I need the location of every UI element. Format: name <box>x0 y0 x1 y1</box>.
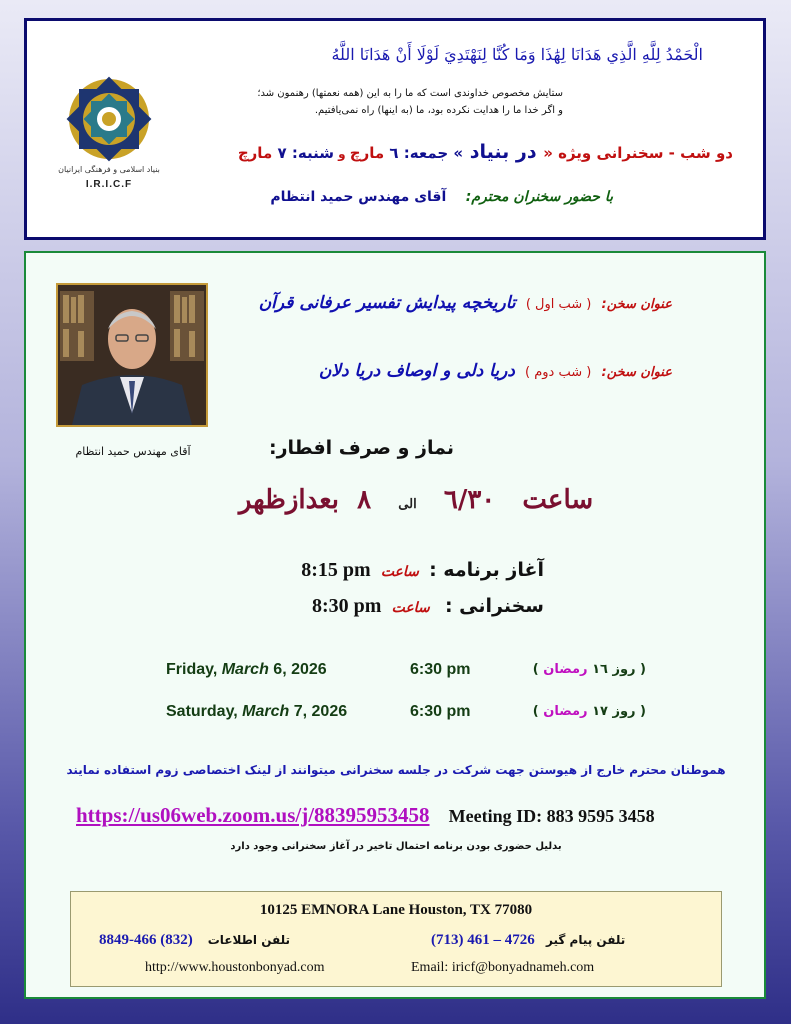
date-fa-open: ( روز ١٦ <box>587 662 646 677</box>
date-row-saturday <box>166 703 666 727</box>
speaker-line <box>93 189 613 205</box>
info-phone-row <box>99 932 290 949</box>
iftar-start: ٦/٣٠ <box>443 485 496 515</box>
meeting-id-label: Meeting ID <box>448 806 537 826</box>
headline-and: و <box>333 147 350 161</box>
iftar-time-word: ساعت <box>522 485 594 515</box>
verse-translation-line2: و اگر خدا ما را هدایت نکرده بود، ما (به اینها) راه نمی‌یافتیم. <box>314 105 563 116</box>
headline-march1: مارچ <box>349 144 385 162</box>
program-speech-row <box>204 595 544 618</box>
speaker-photo <box>56 283 208 427</box>
event-details-box <box>24 251 766 999</box>
delay-note: بدلیل حضوری بودن برنامه احتمال تاخیر در آغاز سخنرانی وجود دارد <box>230 841 562 852</box>
topic-label: عنوان سخن: <box>601 365 672 380</box>
speaker-label: با حضور سخنران محترم: <box>465 189 613 205</box>
verse-translation-line1: ستایش مخصوص خداوندی است که ما را به این (همه نعمتها) رهنمون شد؛ <box>257 88 563 99</box>
meeting-id-value: : 883 9595 3458 <box>536 806 655 826</box>
zoom-link[interactable]: https://us06web.zoom.us/j/88395953458 <box>76 803 430 827</box>
date-fa-open: ( روز ١٧ <box>587 704 646 719</box>
headline-saturday: شنبه: ٧ <box>272 144 334 162</box>
date-row-friday <box>166 661 666 685</box>
message-phone-row <box>431 932 625 949</box>
message-phone: (713) 461 – 4726 <box>431 932 535 948</box>
iftar-suffix: بعدازظهر <box>238 485 340 515</box>
zoom-row <box>76 803 736 833</box>
headline-bonyad: در بنیاد <box>463 141 544 163</box>
topic-label: عنوان سخن: <box>601 297 672 312</box>
verse-translation <box>143 85 563 119</box>
date-rest: 6, 2026 <box>268 661 327 678</box>
address: 10125 EMNORA Lane Houston, TX 77080 <box>259 902 533 918</box>
date-english <box>166 661 327 679</box>
program-speech-word: ساعت <box>391 600 430 616</box>
topic-title: تاریخچه پیدایش تفسیر عرفانی قرآن <box>258 293 516 313</box>
date-month: March <box>242 703 290 720</box>
iftar-time <box>206 485 626 515</box>
date-time: 6:30 pm <box>410 661 471 678</box>
speaker-name: آقای مهندس حمید انتظام <box>270 189 447 205</box>
iftar-end: ٨ <box>357 485 372 515</box>
logo-caption-en: I.R.I.C.F <box>85 179 133 190</box>
program-start-time: 8:15 pm <box>301 559 371 581</box>
program-start-word: ساعت <box>380 564 419 580</box>
program-start-label: آغاز برنامه : <box>429 559 544 581</box>
date-persian <box>533 662 646 677</box>
headline-part2: » جمعه: ٦ <box>384 144 464 162</box>
website-link[interactable]: http://www.houstonbonyad.com <box>145 960 325 975</box>
topic-night-1 <box>242 293 672 313</box>
date-fa-close: ) <box>532 662 544 677</box>
email-link[interactable]: Email: iricf@bonyadnameh.com <box>411 960 595 975</box>
date-day: Friday, <box>166 661 222 678</box>
contact-box <box>70 891 722 987</box>
meeting-id <box>449 806 655 826</box>
header-box <box>24 18 766 240</box>
date-time: 6:30 pm <box>410 703 471 720</box>
topic-night: ( شب دوم ) <box>525 365 592 380</box>
iftar-label: نماز و صرف افطار: <box>269 437 454 459</box>
speaker-portrait-icon <box>58 285 206 425</box>
remote-attendance-note: هموطنان محترم خارج از هیوستن جهت شرکت در جلسه سخنرانی میتوانند از لینک اختصاصی زوم استفاده نمایند <box>66 763 726 777</box>
topic-title: دریا دلی و اوصاف دریا دلان <box>318 361 515 381</box>
event-headline <box>113 141 733 163</box>
program-start-row <box>204 559 544 582</box>
info-phone-label: تلفن اطلاعات <box>207 933 291 947</box>
headline-march2: مارچ <box>237 144 273 162</box>
date-month: March <box>221 661 269 678</box>
date-rest: 7, 2026 <box>289 703 348 720</box>
quran-verse: الْحَمْدُ لِلَّهِ الَّذِي هَدَانَا لِهَٰذَا وَمَا كُنَّا لِنَهْتَدِيَ لَوْلَا أَنْ هَدَانَا اللَّهُ <box>331 45 703 64</box>
iftar-to: الی <box>398 497 417 512</box>
topic-night: ( شب اول ) <box>525 297 592 312</box>
program-speech-time: 8:30 pm <box>311 595 382 617</box>
date-fa-month: رمضان <box>543 662 588 677</box>
date-day: Saturday, <box>166 703 243 720</box>
date-fa-month: رمضان <box>543 704 588 719</box>
headline-part1: دو شب - سخنرانی ویژه « <box>543 144 733 162</box>
date-fa-close: ) <box>532 704 544 719</box>
logo-caption-fa: بنیاد اسلامی و فرهنگی ایرانیان <box>58 165 160 174</box>
program-speech-label: سخنرانی : <box>444 595 544 617</box>
topic-night-2 <box>242 361 672 381</box>
date-english <box>166 703 347 721</box>
info-phone: (832) 466-8849 <box>99 932 193 948</box>
date-persian <box>533 704 646 719</box>
message-phone-label: تلفن پیام گیر <box>546 933 626 947</box>
speaker-photo-caption: آقای مهندس حمید انتظام <box>75 445 191 458</box>
